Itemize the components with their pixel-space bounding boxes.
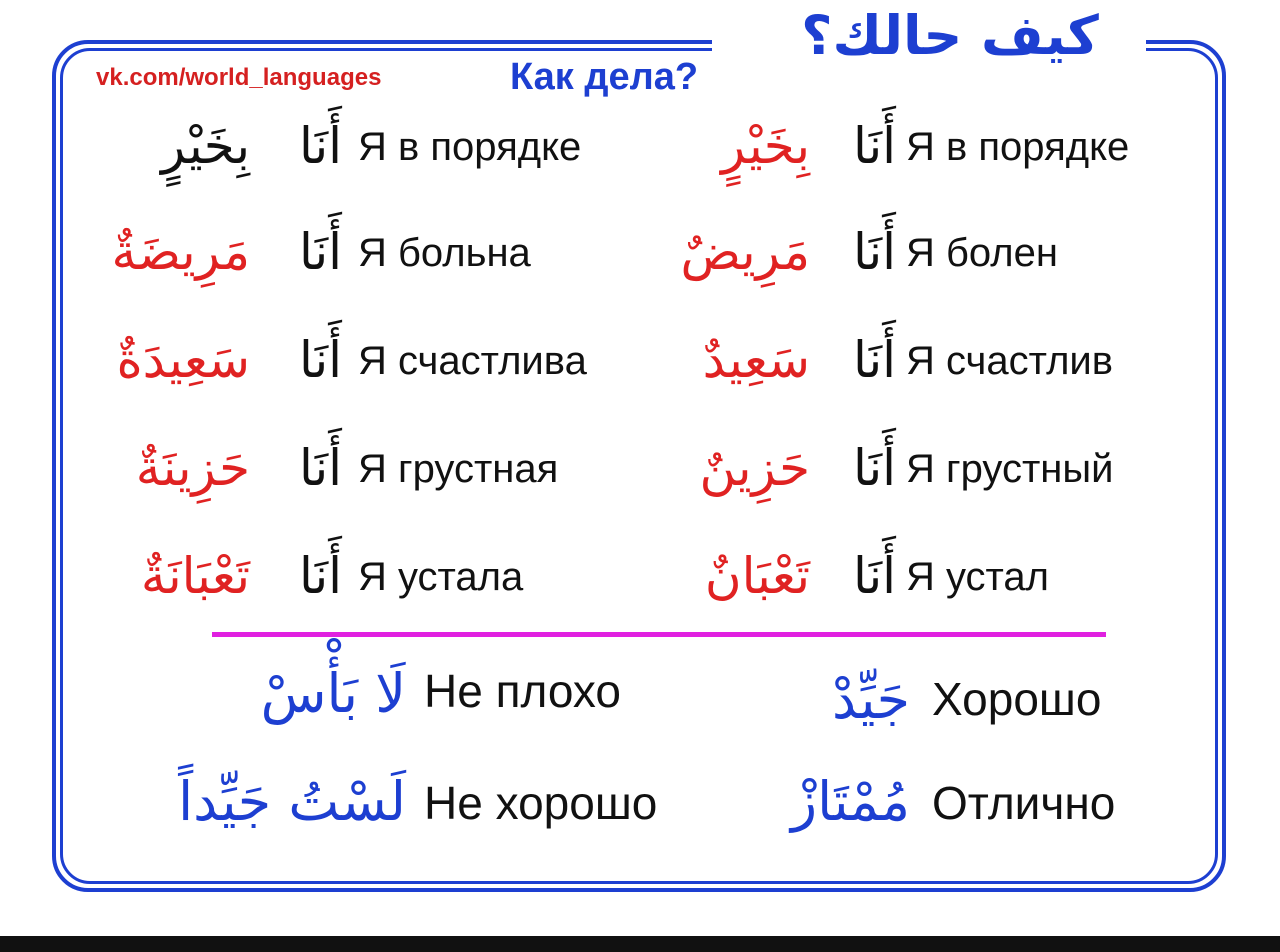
phrase-ru-good: Хорошо	[932, 673, 1102, 725]
fem-word-3: سَعِيدَةٌ	[116, 331, 250, 389]
fem-ru-3: Я счастлива	[358, 339, 587, 383]
masc-word-4: حَزِينٌ	[699, 439, 810, 497]
masc-pronoun-3: أَنَا	[852, 331, 896, 389]
section-divider	[212, 632, 1106, 637]
phrase-ar-good: جَيِّدْ	[831, 668, 910, 731]
masc-word-2: مَرِيضٌ	[680, 223, 810, 281]
phrase-ar-excellent: مُمْتَازْ	[791, 770, 910, 833]
masc-ru-2: Я болен	[906, 231, 1058, 275]
masc-word-3: سَعِيدٌ	[702, 331, 810, 389]
russian-title: Как дела?	[510, 56, 699, 98]
fem-pronoun-2: أَنَا	[298, 223, 342, 281]
bottom-bar	[0, 936, 1280, 952]
phrase-ru-not-bad: Не плохо	[424, 665, 621, 717]
fem-pronoun-3: أَنَا	[298, 331, 342, 389]
fem-ru-4: Я грустная	[358, 447, 559, 491]
masc-pronoun-1: أَنَا	[852, 117, 896, 175]
phrase-ar-not-bad: لَا بَأْسْ	[260, 662, 406, 725]
masc-ru-5: Я устал	[906, 555, 1050, 599]
fem-word-4: حَزِينَةٌ	[135, 439, 250, 497]
masc-ru-3: Я счастлив	[906, 339, 1114, 383]
site-link[interactable]: vk.com/world_languages	[96, 64, 382, 91]
masc-pronoun-4: أَنَا	[852, 439, 896, 497]
fem-ru-5: Я устала	[358, 555, 524, 599]
fem-word-2: مَرِيضَةٌ	[111, 223, 250, 281]
masc-word-5: تَعْبَانٌ	[704, 547, 810, 605]
fem-ru-2: Я больна	[358, 231, 531, 275]
fem-pronoun-4: أَنَا	[298, 439, 342, 497]
phrase-ru-excellent: Отлично	[932, 777, 1116, 829]
fem-word-1: بِخَيْرٍ	[161, 117, 250, 175]
phrase-ar-not-good: لَسْتُ جَيِّداً	[178, 770, 406, 833]
fem-pronoun-1: أَنَا	[298, 117, 342, 175]
masc-pronoun-2: أَنَا	[852, 223, 896, 281]
masc-ru-1: Я в порядке	[906, 125, 1130, 169]
masc-word-1: بِخَيْرٍ	[721, 117, 810, 175]
arabic-title: كيف حالك؟	[801, 4, 1099, 67]
masc-pronoun-5: أَنَا	[852, 547, 896, 605]
fem-word-5: تَعْبَانَةٌ	[140, 547, 250, 605]
phrase-ru-not-good: Не хорошо	[424, 777, 658, 829]
fem-pronoun-5: أَنَا	[298, 547, 342, 605]
masc-ru-4: Я грустный	[906, 447, 1114, 491]
fem-ru-1: Я в порядке	[358, 125, 582, 169]
